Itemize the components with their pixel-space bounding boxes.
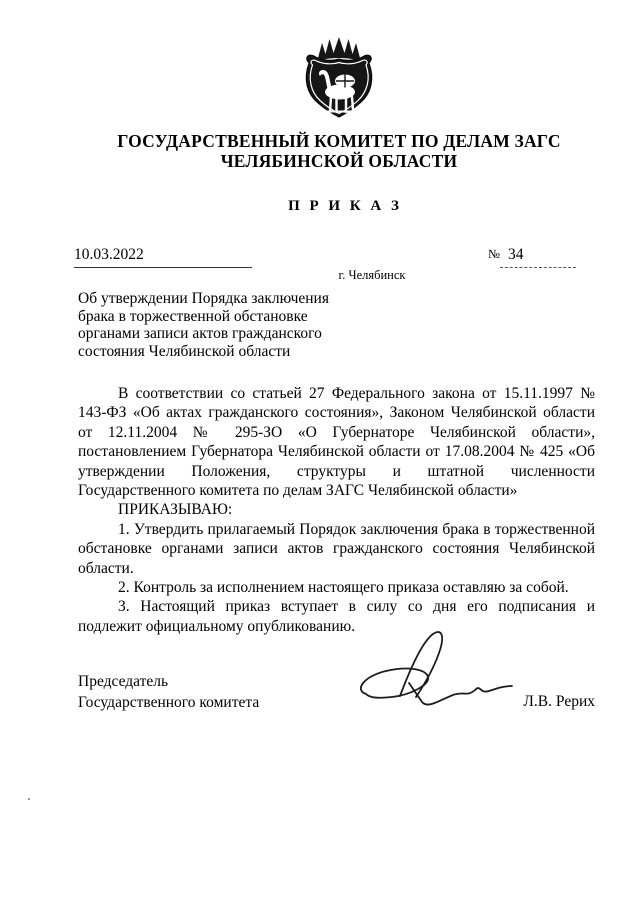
signer-name: Л.В. Рерих (523, 693, 595, 710)
org-name (38, 132, 640, 171)
doc-type-heading: П Р И К А З (288, 198, 402, 214)
subject-line: органами записи актов гражданского (78, 325, 322, 343)
body-paragraph-preamble: В соответствии со статьей 27 Федерального закона от 15.11.1997 № 143-ФЗ «Об актах гражданского состояния», Законом Челябинской области от 12.11.2004 № 295-ЗО «О Губернаторе Челябинской области», постановлением Губернатора Челябинской области от 17.08.2004 № 425 «Об утверждении Положения, структуры и штатной численности Государственного комитета по делам ЗАГС Челябинской области» (78, 385, 595, 500)
order-word: ПРИКАЗЫВАЮ: (118, 501, 233, 519)
subject-line: брака в торжественной обстановке (78, 307, 308, 325)
body-text (78, 384, 595, 636)
crown-icon (318, 37, 360, 60)
order-item-3: 3. Настоящий приказ вступает в силу со дня его подписания и подлежит официальному опубликованию. (78, 598, 595, 635)
subject-block (78, 290, 398, 360)
subject-line: состояния Челябинской области (78, 342, 291, 360)
date-field: 10.03.2022 (74, 246, 252, 268)
city-label: г. Челябинск (338, 268, 406, 282)
signer-position-line1: Председатель (78, 673, 169, 690)
number-field (488, 246, 576, 268)
signer-position-line2: Государственного комитета (78, 694, 260, 711)
org-name-line1: ГОСУДАРСТВЕННЫЙ КОМИТЕТ ПО ДЕЛАМ ЗАГС (117, 131, 561, 151)
signer-position (78, 671, 259, 713)
order-item-2: 2. Контроль за исполнением настоящего приказа оставляю за собой. (118, 579, 569, 597)
scan-artifact-dot (28, 798, 30, 800)
chelyabinsk-oblast-coat-of-arms-icon (283, 33, 396, 121)
subject-line: Об утверждении Порядка заключения (78, 290, 329, 307)
org-name-line2: ЧЕЛЯБИНСКОЙ ОБЛАСТИ (220, 150, 458, 171)
order-item-1: 1. Утвердить прилагаемый Порядок заключения брака в торжественной обстановке органами записи актов гражданского состояния Челябинской области. (78, 520, 595, 577)
number-sign: № (488, 247, 500, 261)
number-value: 34 (500, 246, 576, 268)
